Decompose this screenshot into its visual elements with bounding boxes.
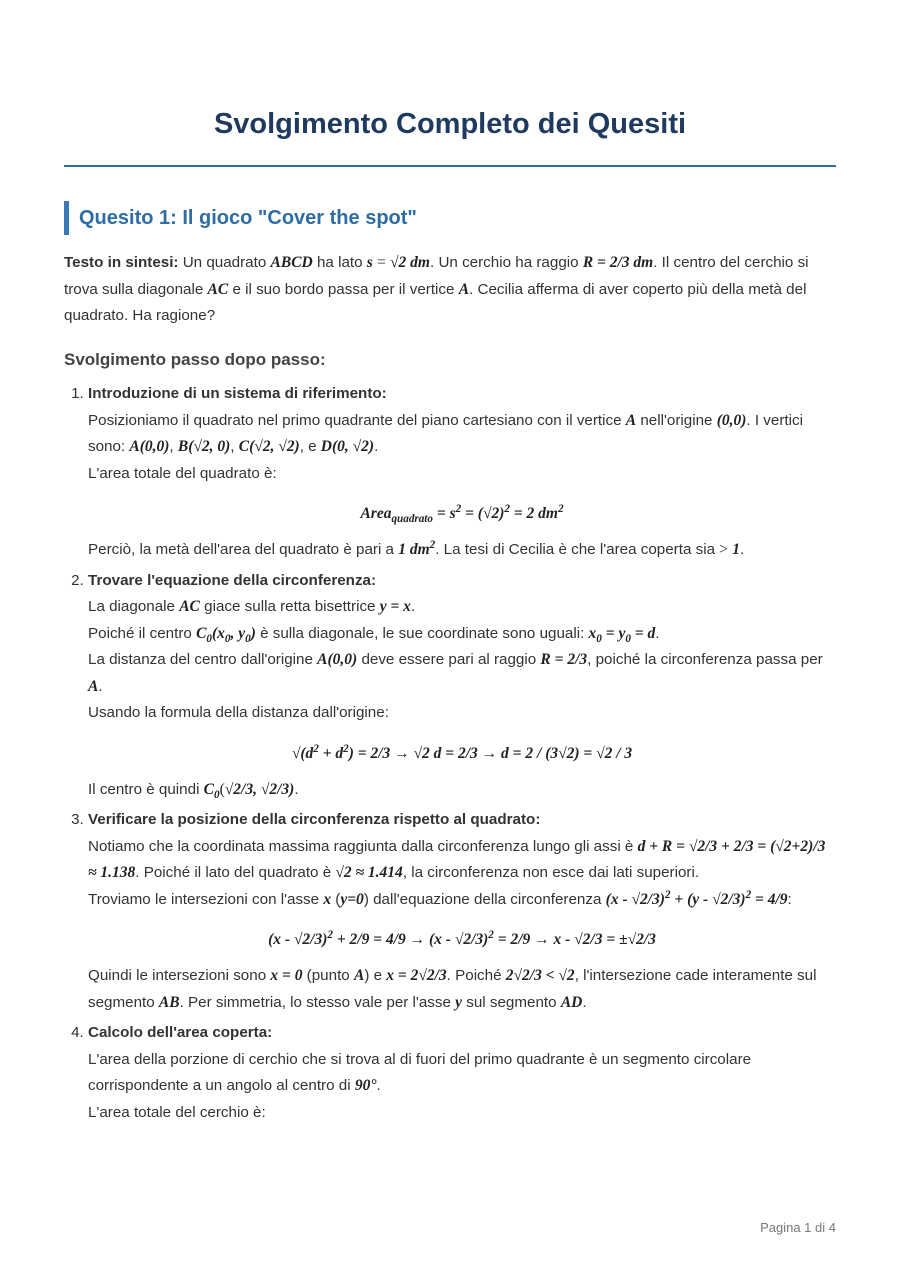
step-4: 4. Calcolo dell'area coperta: L'area della porzione di cerchio che si trova al di fuori del primo quadrante è un segmento circolare corrispondente a un angolo al centro di 90°. L'area totale del cerchio è: xyxy=(88,1020,836,1126)
step-3-title: Verificare la posizione della circonferenza rispetto al quadrato: xyxy=(88,811,541,828)
formula-distance: $√(d^2 + d^2) = 2/3 \to √2$ d = 2/3 → d = 2 / (3√2) = √2 / 3 xyxy=(291,742,633,762)
steps-heading: Svolgimento passo dopo passo: xyxy=(64,349,326,369)
step-1: 1. Introduzione di un sistema di riferimento: Posizioniamo il quadrato nel primo quadrante del piano cartesiano con il vertice A nell'origine (0,0). I vertici sono: A(0,0), B(√2, 0), C(√2, √2), e D(0, √2). L'area totale del quadrato è: Area$_{quadrato}$ = $s^2 = (√2)^2 = 2$ $dm^2$ Perciò, la metà dell'area del quadrato è pari a 1 $dm^2$. La tesi di Cecilia è che l'area coperta sia > 1. xyxy=(88,381,836,564)
formula-intersections: (x - √2/3)$^2$ + 2/9 = 4/9 → (x - √2/3)$^2$ = 2/9 → x - √2/3 = ±√2/3 xyxy=(268,928,656,948)
page-title: Svolgimento Completo dei Quesiti xyxy=(213,108,687,140)
step-3: 3. Verificare la posizione della circonferenza rispetto al quadrato: Notiamo che la coordinata massima raggiunta dalla circonferenza lungo gli assi è d + R = √2/3 + 2/3 = (√2+2)/3 ≈ 1.138. Poiché il lato del quadrato è √2 ≈ 1.414, la circonferenza non esce dai lati superiori. Troviamo le intersezioni con l'asse x (y=0) dall'equazione della circonferenza (x - √2/3)$^2$ + (y - √2/3)$^2$ = 4/9: (x - √2/3)$^2$ + 2/9 = 4/9 → (x - √2/3)$^2$ = 2/9 → x - √2/3 = ±√2/3 Quindi le intersezioni sono x = 0 (punto A) e x = 2√2/3. Poiché 2√2/3 < √2, l'intersezione cade interamente sul segmento AB. Per simmetria, lo stesso vale per l'asse y sul segmento AD. xyxy=(88,807,836,1016)
title-divider xyxy=(64,165,836,167)
formula-area-square: Area$_{quadrato}$ = $s^2 = (√2)^2 = 2$ $dm^2$ xyxy=(360,502,564,526)
step-4-title: Calcolo dell'area coperta: xyxy=(88,1024,273,1041)
section-heading-text: Quesito 1: Il gioco "Cover the spot" xyxy=(79,206,417,229)
page-number: Pagina 1 di 4 xyxy=(760,1220,836,1235)
step-2-title: Trovare l'equazione della circonferenza: xyxy=(88,571,377,589)
summary-label: Testo in sintesi: xyxy=(64,254,179,271)
section-heading-quesito-1 xyxy=(64,201,417,235)
section-body xyxy=(64,250,836,1128)
step-2: 2. Trovare l'equazione della circonferenza: La diagonale AC giace sulla retta bisettrice y = x. Poiché il centro $C_0(x_0$, $y_0$) è sulla diagonale, le sue coordinate sono uguali: $x_0 = y_0 = d$. La distanza del centro dall'origine A(0,0) deve essere pari al raggio R = 2/3, poiché la circonferenza passa per A. Usando la formula della distanza dall'origine: $√(d^2 + d^2) = 2/3 \to √2$ d = 2/3 → d = 2 / (3√2) = √2 / 3 Il centro è quindi $C_0(√2/3$, √2/3). xyxy=(88,568,836,804)
step-1-title: Introduzione di un sistema di riferimento: xyxy=(88,385,387,402)
steps-list xyxy=(64,381,836,1126)
summary-paragraph: Testo in sintesi: Un quadrato ABCD ha lato s = √2 dm. Un cerchio ha raggio R = 2/3 dm. Il centro del cerchio si trova sulla diagonale AC e il suo bordo passa per il vertice A. Cecilia afferma di aver coperto più della metà del quadrato. Ha ragione? xyxy=(64,254,809,324)
